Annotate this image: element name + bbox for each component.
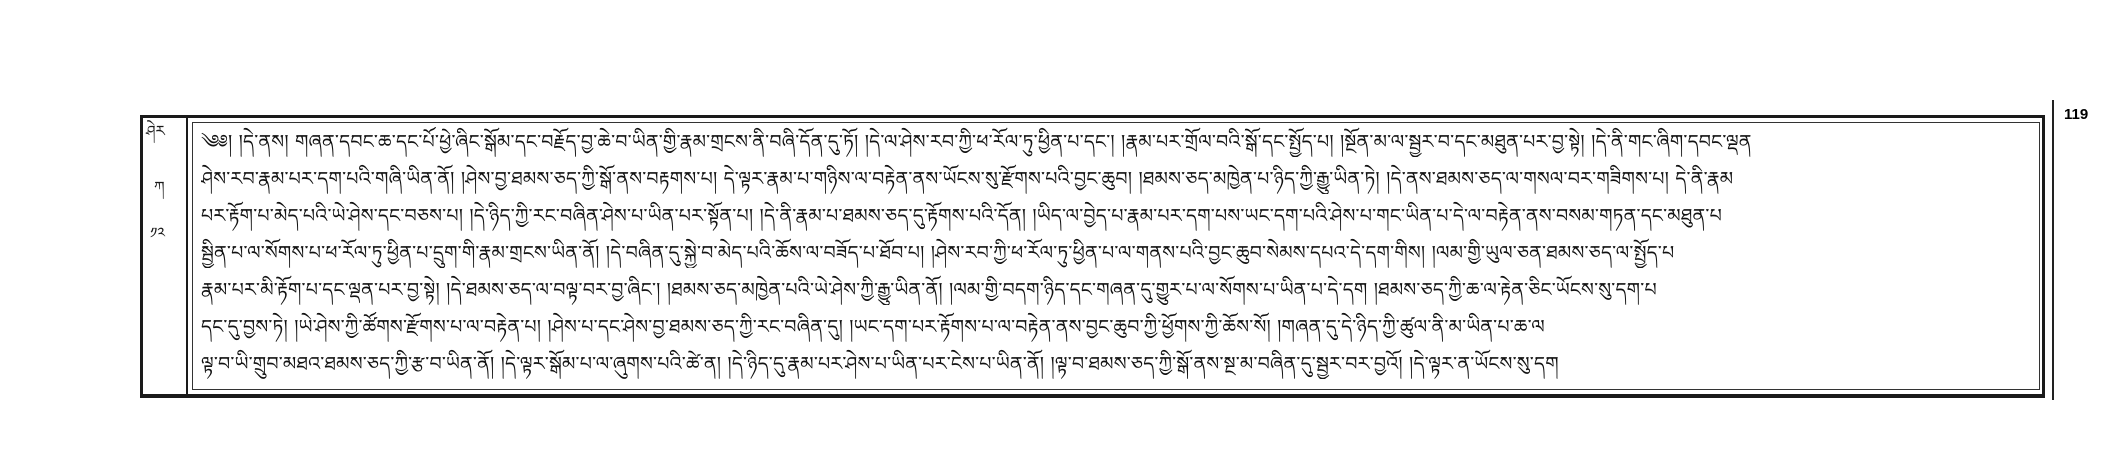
text-line-7: ལྟ་བ་ཡི་གྲུབ་མཐའ་ཐམས་ཅད་ཀྱི་རྩ་བ་ཡིན་ནོ། །དེ་ལྟར་སྒོམ་པ་ལ་ཞུགས་པའི་ཚེ་ན། །དེ་ཉིད་དུ་རྣམ་པར་ཤེས་པ་ཡིན་པར་ངེས་པ་ཡིན་ནོ། །ལྟ་བ་ཐམས་ཅད་ཀྱི་སྒོ་ནས་སྔ་མ་བཞིན་དུ་སྦྱར་བར་བྱའོ། །དེ་ལྟར་ན་ཡོངས་སུ་དག	[201, 353, 1559, 375]
page-number: 119	[2064, 106, 2089, 123]
text-line-1: ༄༅། །དེ་ནས། གཞན་དབང་ཆ་དང་པོ་ཕྱེ་ཞིང་སྒོམ་དང་བརྗོད་བྱ་ཆེ་བ་ཡིན་གྱི་རྣམ་གྲངས་ནི་བཞི་དོན་དུ་ཏོ། །དེ་ལ་ཤེས་རབ་ཀྱི་ཕ་རོལ་ཏུ་ཕྱིན་པ་དང་། །རྣམ་པར་གྲོལ་བའི་སྒོ་དང་སྤྱོད་པ། །སྔོན་མ་ལ་སྦྱར་བ་དང་མཐུན་པར་བྱ་སྟེ། །དེ་ནི་གང་ཞིག་དབང་ལྡན	[201, 131, 1752, 153]
text-line-4: སྦྱིན་པ་ལ་སོགས་པ་ཕ་རོལ་ཏུ་ཕྱིན་པ་དྲུག་གི་རྣམ་གྲངས་ཡིན་ནོ། །དེ་བཞིན་དུ་སྐྱེ་བ་མེད་པའི་ཆོས་ལ་བཟོད་པ་ཐོབ་པ། །ཤེས་རབ་ཀྱི་ཕ་རོལ་ཏུ་ཕྱིན་པ་ལ་གནས་པའི་བྱང་ཆུབ་སེམས་དཔའ་དེ་དག་གིས། །ལམ་གྱི་ཡུལ་ཅན་ཐམས་ཅད་ལ་སྤྱོད་པ	[201, 242, 1675, 264]
text-line-3: པར་རྟོག་པ་མེད་པའི་ཡེ་ཤེས་དང་བཅས་པ། །དེ་ཉིད་ཀྱི་རང་བཞིན་ཤེས་པ་ཡིན་པར་སྟོན་པ། །དེ་ནི་རྣམ་པ་ཐམས་ཅད་དུ་རྟོགས་པའི་དོན། །ཡིད་ལ་བྱེད་པ་རྣམ་པར་དག་པས་ཡང་དག་པའི་ཤེས་པ་གང་ཡིན་པ་དེ་ལ་བརྟེན་ནས་བསམ་གཏན་དང་མཐུན་པ	[201, 205, 1722, 227]
margin-title-label: ཤེར	[146, 122, 165, 140]
text-panel	[192, 122, 2040, 390]
scan-edge-mark	[2052, 100, 2054, 400]
margin-volume-label: ཀ	[154, 178, 165, 196]
margin-folio-label: ༡༢	[150, 224, 166, 242]
left-margin-column	[140, 118, 188, 394]
text-line-6: དང་དུ་བྱས་ཏེ། །ཡེ་ཤེས་ཀྱི་ཚོགས་རྫོགས་པ་ལ་བརྟེན་པ། །ཤེས་པ་དང་ཤེས་བྱ་ཐམས་ཅད་ཀྱི་རང་བཞིན་དུ། །ཡང་དག་པར་རྟོགས་པ་ལ་བརྟེན་ནས་བྱང་ཆུབ་ཀྱི་ཕྱོགས་ཀྱི་ཆོས་སོ། །གཞན་དུ་དེ་ཉིད་ཀྱི་ཚུལ་ནི་མ་ཡིན་པ་ཆ་ལ	[201, 316, 1545, 338]
text-line-2: ཤེས་རབ་རྣམ་པར་དག་པའི་གཞི་ཡིན་ནོ། །ཤེས་བྱ་ཐམས་ཅད་ཀྱི་སྒོ་ནས་བརྟགས་པ། དེ་ལྟར་རྣམ་པ་གཉིས་ལ་བརྟེན་ནས་ཡོངས་སུ་རྫོགས་པའི་བྱང་ཆུབ། །ཐམས་ཅད་མཁྱེན་པ་ཉིད་ཀྱི་རྒྱུ་ཡིན་ཏེ། །དེ་ནས་ཐམས་ཅད་ལ་གསལ་བར་གཟིགས་པ། དེ་ནི་རྣམ	[201, 168, 1734, 190]
text-line-5: རྣམ་པར་མི་རྟོག་པ་དང་ལྡན་པར་བྱ་སྟེ། །དེ་ཐམས་ཅད་ལ་བལྟ་བར་བྱ་ཞིང་། །ཐམས་ཅད་མཁྱེན་པའི་ཡེ་ཤེས་ཀྱི་རྒྱུ་ཡིན་ནོ། །ལམ་གྱི་བདག་ཉིད་དང་གཞན་དུ་གྱུར་པ་ལ་སོགས་པ་ཡིན་པ་དེ་དག །ཐམས་ཅད་ཀྱི་ཆ་ལ་རྟེན་ཅིང་ཡོངས་སུ་དག་པ	[201, 279, 1657, 301]
